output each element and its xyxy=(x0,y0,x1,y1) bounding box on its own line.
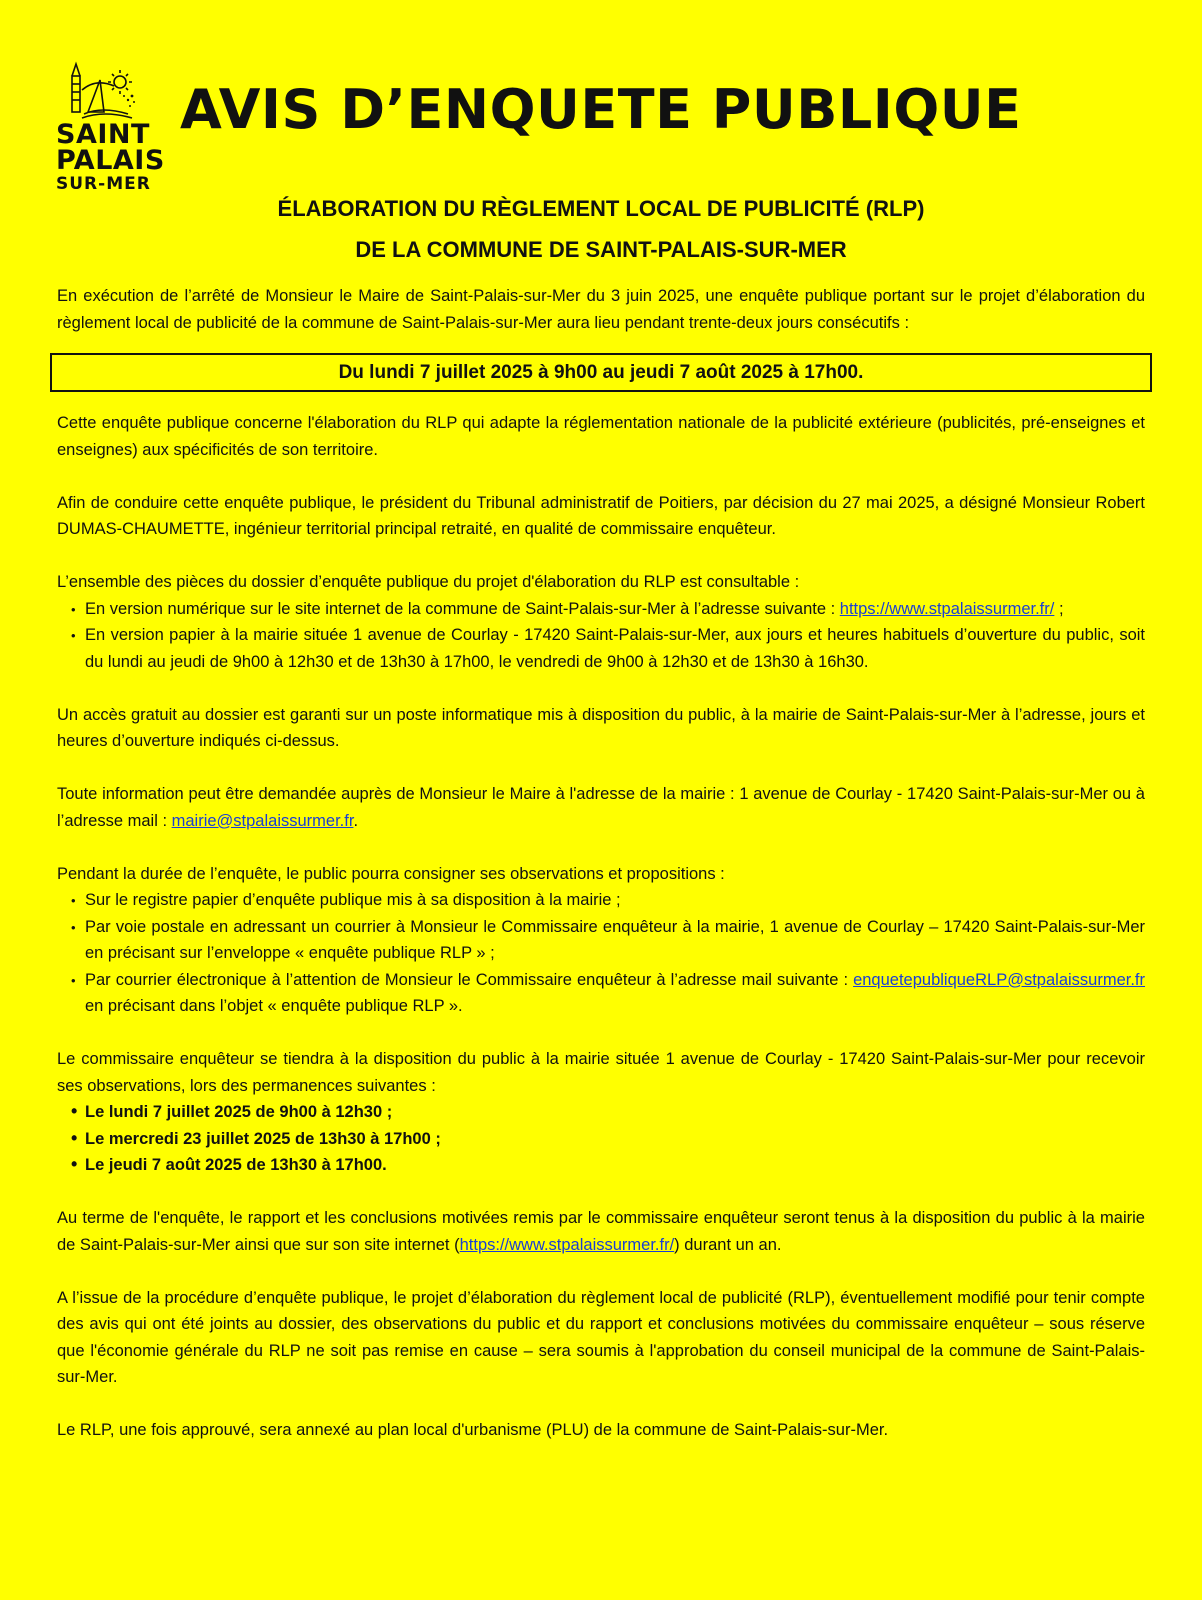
observation-email-end: en précisant dans l’objet « enquête publique RLP ». xyxy=(85,997,463,1015)
observations-list xyxy=(57,887,1145,1020)
logo-line-saint: SAINT xyxy=(56,119,150,150)
subtitle-line-1: ÉLABORATION DU RÈGLEMENT LOCAL DE PUBLICITÉ (RLP) xyxy=(277,196,925,221)
final-paragraph: Le RLP, une fois approuvé, sera annexé au plan local d'urbanisme (PLU) de la commune de Saint-Palais-sur-Mer. xyxy=(57,1421,889,1439)
information-text: Toute information peut être demandée auprès de Monsieur le Maire à l'adresse de la mairie : 1 avenue de Courlay - 17420 Saint-Palais-sur-Mer ou à l’adresse mail : xyxy=(57,785,1145,830)
logo-line-palais: PALAIS xyxy=(56,145,165,176)
report-text: Au terme de l'enquête, le rapport et les conclusions motivées remis par le commissaire enquêteur seront tenus à la disposition du public à la mairie de Saint-Palais-sur-Mer ainsi que sur son site internet ( xyxy=(57,1209,1145,1254)
list-item: • Le mercredi 23 juillet 2025 de 13h30 à 17h00 ; xyxy=(85,1126,1145,1153)
observations-intro: Pendant la durée de l’enquête, le public pourra consigner ses observations et propositions : xyxy=(57,864,725,883)
list-item xyxy=(85,622,1145,675)
list-item xyxy=(85,596,1145,623)
consultation-list xyxy=(57,596,1145,676)
list-item xyxy=(85,887,1145,914)
subtitle xyxy=(56,188,1146,270)
website-link-report[interactable]: https://www.stpalaissurmer.fr/ xyxy=(459,1235,675,1254)
consultation-paper-text: En version papier à la mairie située 1 avenue de Courlay - 17420 Saint-Palais-sur-Mer, aux jours et heures habituels d’ouverture du public, soit du lundi au jeudi de 9h00 à 12h30 et de 13h30 à 17h00, le vendredi de 9h00 à 12h30 et de 13h30 à 16h30. xyxy=(85,626,1145,671)
page-title: AVIS D’ENQUETE PUBLIQUE xyxy=(180,78,1022,141)
permanences-list xyxy=(57,1099,1145,1179)
observation-register-text: Sur le registre papier d’enquête publique mis à sa disposition à la mairie ; xyxy=(85,891,621,909)
permanences-intro: Le commissaire enquêteur se tiendra à la disposition du public à la mairie située 1 avenue de Courlay - 17420 Saint-Palais-sur-Mer pour recevoir ses observations, lors des permanences suivantes : xyxy=(57,1050,1145,1095)
mairie-email-link[interactable]: mairie@stpalaissurmer.fr xyxy=(171,811,354,830)
report-end: ) durant un an. xyxy=(674,1235,782,1254)
notice-body xyxy=(57,283,1145,1470)
list-item: • Le lundi 7 juillet 2025 de 9h00 à 12h30 ; xyxy=(85,1099,1145,1126)
access-paragraph: Un accès gratuit au dossier est garanti sur un poste informatique mis à disposition du public, à la mairie de Saint-Palais-sur-Mer à l’adresse, jours et heures d’ouverture indiqués ci-dessus. xyxy=(57,705,1145,750)
observation-email-text: Par courrier électronique à l’attention de Monsieur le Commissaire enquêteur à l’adresse mail suivante : xyxy=(85,970,854,989)
observation-postal-text: Par voie postale en adressant un courrier à Monsieur le Commissaire enquêteur à la mairie, 1 avenue de Courlay – 17420 Saint-Palais-sur-Mer en précisant sur l’enveloppe « enquête publique RLP » ; xyxy=(85,917,1145,962)
town-emblem-icon xyxy=(68,60,138,122)
information-paragraph xyxy=(57,781,1145,834)
enquiry-email-link[interactable]: enquetepubliqueRLP@stpalaissurmer.fr xyxy=(853,970,1145,989)
consultation-digital-end: ; xyxy=(1054,599,1064,618)
purpose-paragraph: Cette enquête publique concerne l'élaboration du RLP qui adapte la réglementation nationale de la publicité extérieure (publicités, pré-enseignes et enseignes) aux spécificités de son territoire. xyxy=(57,414,1145,459)
information-end: . xyxy=(353,811,359,830)
subtitle-line-2: DE LA COMMUNE DE SAINT-PALAIS-SUR-MER xyxy=(355,237,847,262)
outcome-paragraph: A l’issue de la procédure d’enquête publique, le projet d’élaboration du règlement local de publicité (RLP), éventuellement modifié pour tenir compte des avis qui ont été joints au dossier, des observations du public et du rapport et conclusions motivées du commissaire enquêteur – sous réserve que l'économie générale du RLP ne soit pas remise en cause – sera soumis à l'approbation du conseil municipal de la commune de Saint-Palais-sur-Mer. xyxy=(57,1288,1145,1386)
list-item xyxy=(85,967,1145,1020)
intro-paragraph: En exécution de l’arrêté de Monsieur le Maire de Saint-Palais-sur-Mer du 3 juin 2025, une enquête publique portant sur le projet d’élaboration du règlement local de publicité de la commune de Saint-Palais-sur-Mer aura lieu pendant trente-deux jours consécutifs : xyxy=(57,287,1145,332)
enquiry-dates-box: Du lundi 7 juillet 2025 à 9h00 au jeudi 7 août 2025 à 17h00. xyxy=(50,353,1152,392)
report-paragraph xyxy=(57,1205,1145,1258)
consultation-digital-text: En version numérique sur le site internet de la commune de Saint-Palais-sur-Mer à l’adresse suivante : xyxy=(85,599,840,618)
consultation-intro: L’ensemble des pièces du dossier d’enquête publique du projet d'élaboration du RLP est consultable : xyxy=(57,573,800,591)
list-item: • Le jeudi 7 août 2025 de 13h30 à 17h00. xyxy=(85,1152,1145,1179)
saint-palais-logo xyxy=(56,60,165,194)
logo-line-sur-mer: SUR-MER xyxy=(56,174,151,194)
commissioner-paragraph: Afin de conduire cette enquête publique, le président du Tribunal administratif de Poitiers, par décision du 27 mai 2025, a désigné Monsieur Robert DUMAS-CHAUMETTE, ingénieur territorial principal retraité, en qualité de commissaire enquêteur. xyxy=(57,493,1145,538)
list-item xyxy=(85,914,1145,967)
website-link[interactable]: https://www.stpalaissurmer.fr/ xyxy=(839,599,1055,618)
